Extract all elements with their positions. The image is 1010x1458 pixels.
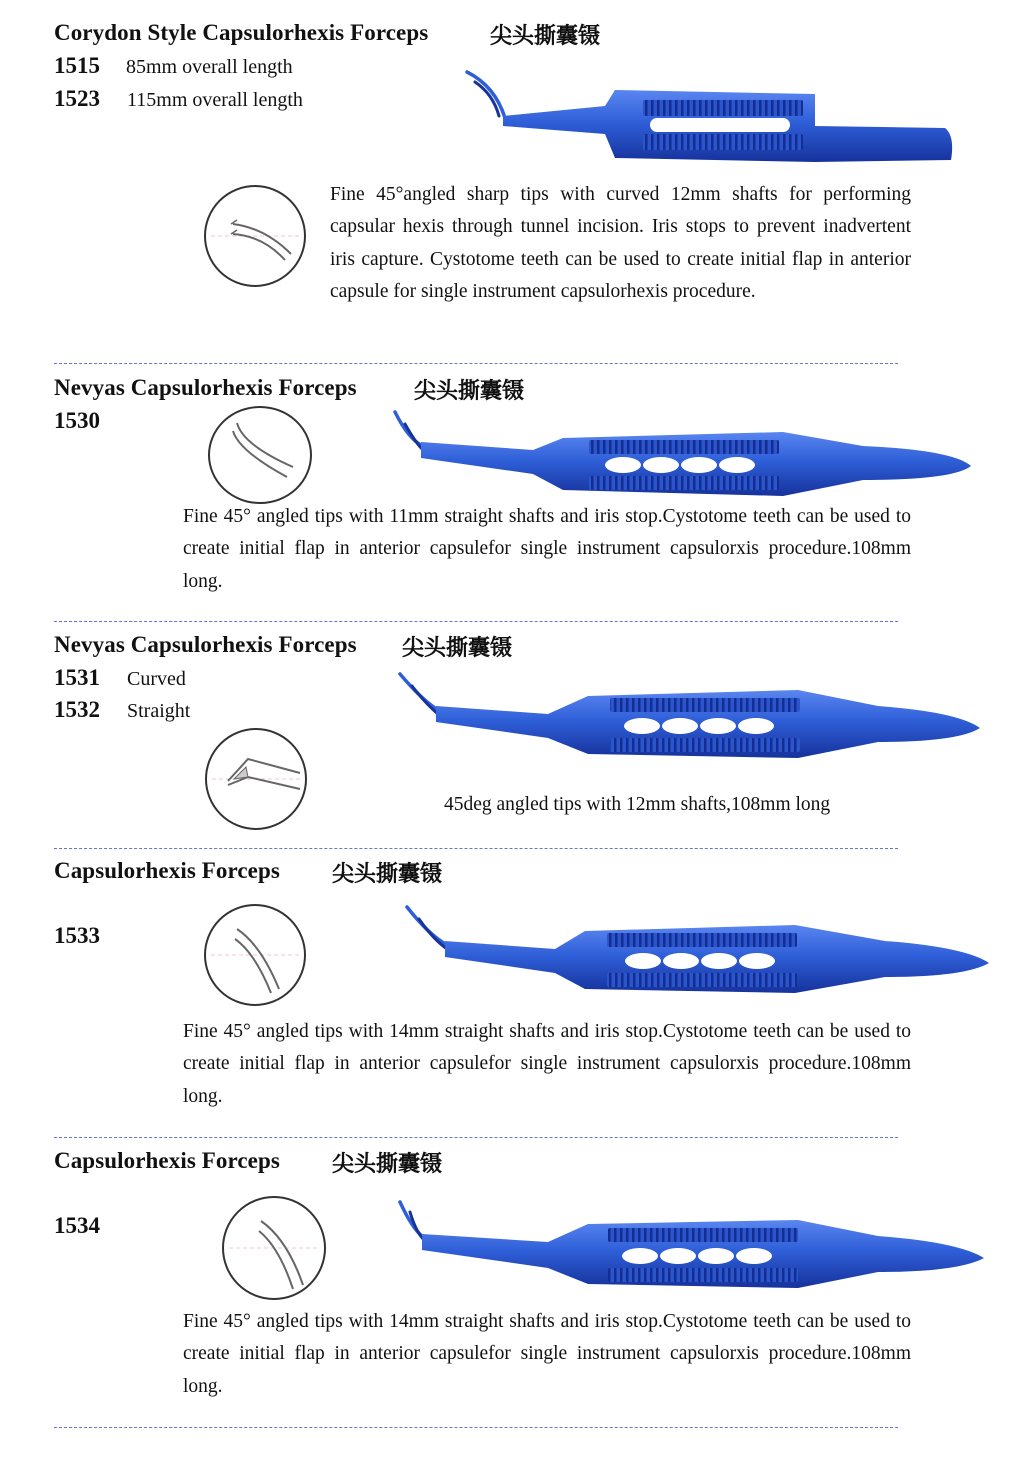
product-title: Nevyas Capsulorhexis Forceps — [54, 375, 357, 400]
capsulorhexis-forceps-icon — [393, 410, 973, 506]
product-title: Capsulorhexis Forceps — [54, 858, 280, 883]
model-code: 1530 — [54, 408, 100, 433]
model-label: Curved — [127, 668, 186, 690]
curved-tip-detail-icon — [203, 184, 307, 288]
product-title: Corydon Style Capsulorhexis Forceps — [54, 20, 429, 45]
product-title-chinese: 尖头撕囊镊 — [414, 379, 525, 404]
capsulorhexis-forceps-icon — [405, 903, 991, 1003]
section-divider — [54, 848, 898, 849]
model-code: 1523 — [54, 86, 100, 111]
model-code: 1532 — [54, 697, 100, 722]
section-divider — [54, 621, 898, 622]
straight-tip-detail-icon — [207, 405, 313, 505]
product-description: Fine 45° angled tips with 11mm straight shafts and iris stop.Cystotome teeth can be used to create initial flap in anterior capsulefor single instrument capsulorxis procedure.108mm long. — [183, 506, 911, 592]
product-title: Nevyas Capsulorhexis Forceps — [54, 632, 357, 657]
model-code: 1531 — [54, 665, 100, 690]
model-label: 115mm overall length — [127, 89, 303, 111]
tying-forceps-icon — [465, 68, 957, 168]
model-code: 1534 — [54, 1213, 100, 1238]
section-divider — [54, 1427, 898, 1428]
product-description: 45deg angled tips with 12mm shafts,108mm long — [444, 794, 831, 815]
curved-tip-detail-icon — [203, 903, 307, 1007]
section-divider — [54, 1137, 898, 1138]
product-title-chinese: 尖头撕囊镊 — [332, 1152, 443, 1177]
section-divider — [54, 363, 898, 364]
product-title: Capsulorhexis Forceps — [54, 1148, 280, 1173]
product-description: Fine 45°angled sharp tips with curved 12mm shafts for performing capsular hexis through tunnel incision. Iris stops to prevent inadvertent iris capture. Cystotome teeth can be used to create initial flap in anterior capsule for single instrument capsulorhexis procedure. — [330, 184, 911, 303]
product-description: Fine 45° angled tips with 14mm straight shafts and iris stop.Cystotome teeth can be used to create initial flap in anterior capsulefor single instrument capsulorxis procedure.108mm long. — [183, 1311, 911, 1397]
angled-tip-detail-icon — [204, 727, 308, 831]
product-description: Fine 45° angled tips with 14mm straight shafts and iris stop.Cystotome teeth can be used to create initial flap in anterior capsulefor single instrument capsulorxis procedure.108mm long. — [183, 1021, 911, 1107]
curved-tip-detail-icon — [221, 1195, 327, 1301]
capsulorhexis-forceps-icon — [398, 670, 982, 770]
product-title-chinese: 尖头撕囊镊 — [490, 24, 601, 49]
model-code: 1533 — [54, 923, 100, 948]
model-label: Straight — [127, 700, 191, 722]
product-title-chinese: 尖头撕囊镊 — [402, 636, 513, 661]
model-code: 1515 — [54, 53, 100, 78]
model-label: 85mm overall length — [126, 56, 293, 78]
product-title-chinese: 尖头撕囊镊 — [332, 862, 443, 887]
capsulorhexis-forceps-icon — [398, 1198, 986, 1298]
